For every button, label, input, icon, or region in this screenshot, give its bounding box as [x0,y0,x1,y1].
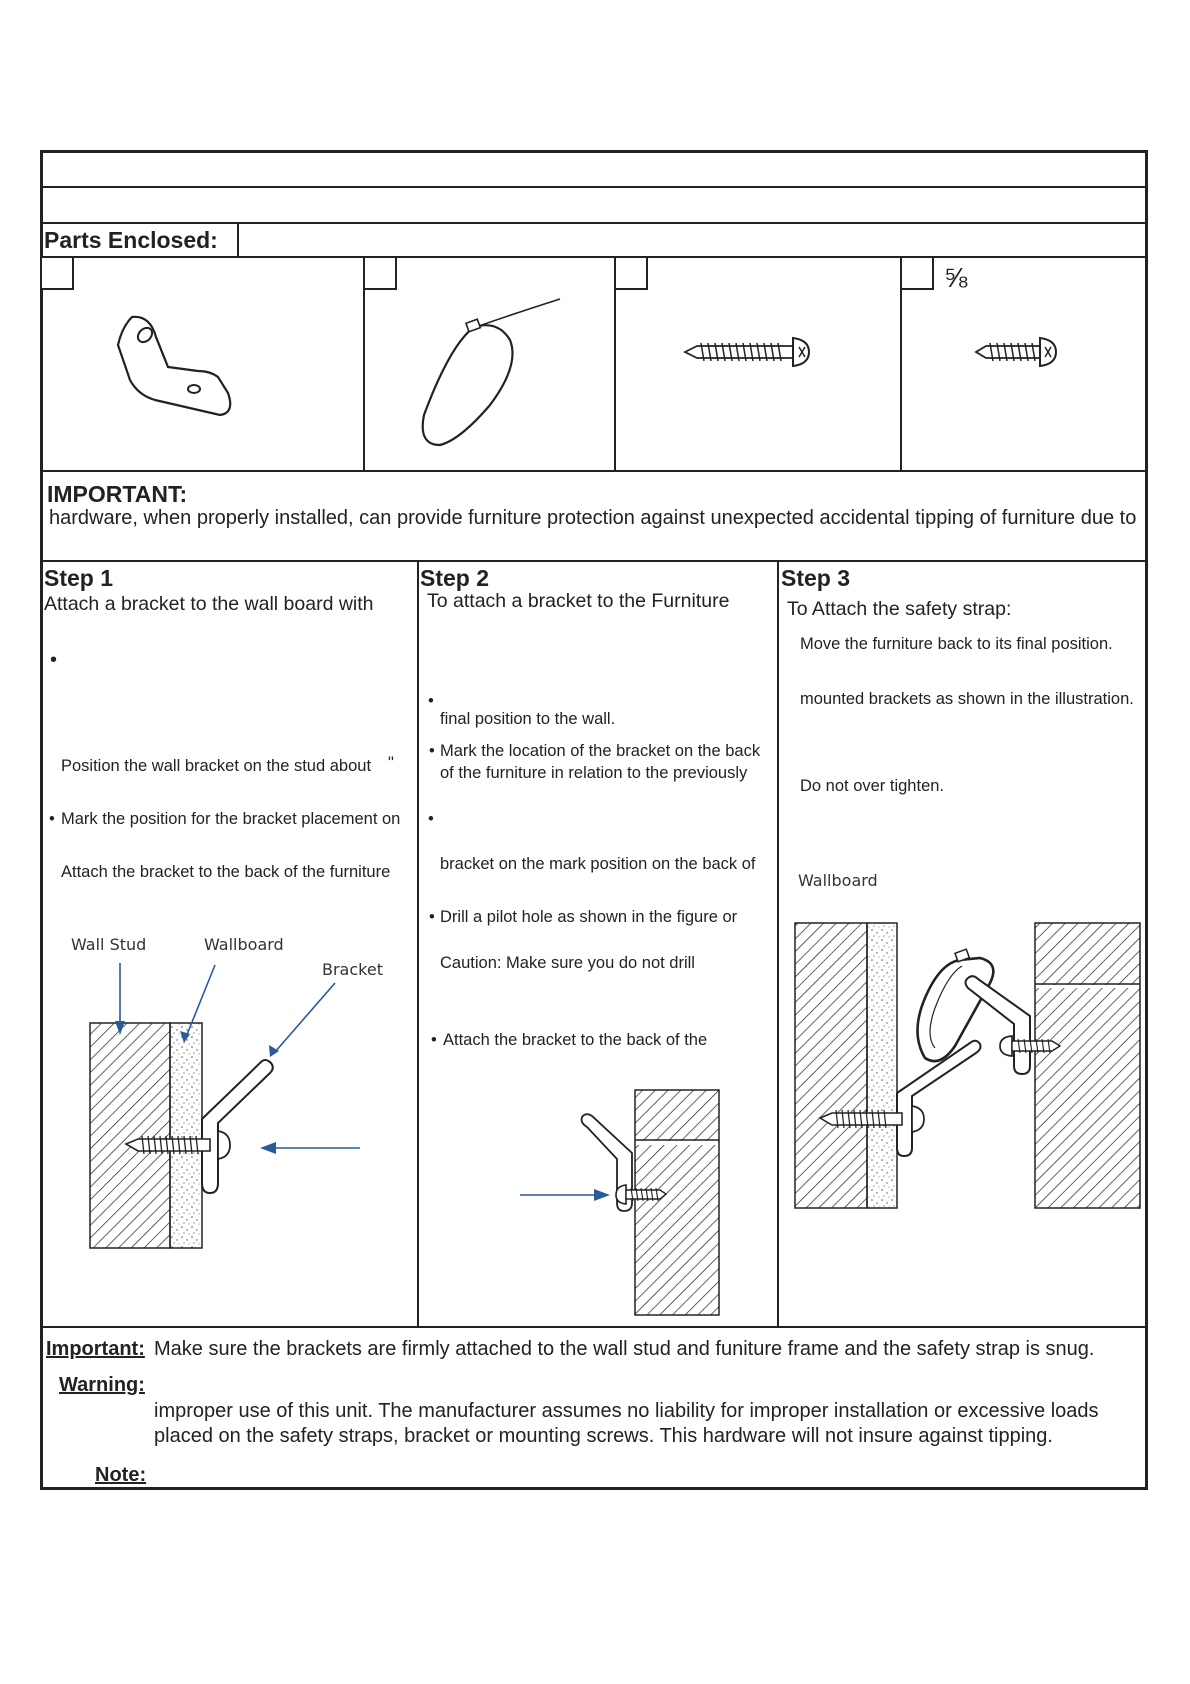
screw-size-fraction: ⅝ [944,262,968,293]
step2-mark-line1: Mark the location of the bracket on the back [440,742,761,760]
important-divider [40,470,1148,472]
steps-bottom-divider [40,1326,1148,1328]
step1-bullet: • [50,649,58,671]
part-b-checkbox[interactable] [363,256,397,290]
step3-title: Step 3 [781,565,851,591]
step3-tighten-line: Do not over tighten. [800,777,945,795]
step2-bracket-line: bracket on the mark position on the back of [440,855,756,873]
label-wallboard: Wallboard [204,935,284,954]
step2-attach-line: Attach the bracket to the back of the [443,1031,708,1049]
step2-intro: To attach a bracket to the Furniture [427,590,730,612]
footer-warning-label: Warning: [59,1374,145,1396]
l-bracket-icon [110,305,240,415]
header-row-divider [40,186,1148,188]
parts-row-divider [40,256,1148,258]
step2-final-position: final position to the wall. [440,710,616,728]
short-screw-icon [974,336,1060,368]
step1-title: Step 1 [44,565,114,591]
step2-bullet: • [428,692,434,710]
part-d-checkbox[interactable] [900,256,934,290]
header-row-divider [40,222,1148,224]
step2-furniture-diagram [520,1085,730,1320]
footer-warning-line2: placed on the safety straps, bracket or mounting screws. This hardware will not insure against tipping. [154,1425,1053,1447]
step1-intro: Attach a bracket to the wall board with [44,593,374,615]
label-wall-stud: Wall Stud [71,935,147,954]
step2-mark-line2: of the furniture in relation to the previously [440,764,748,782]
step2-drill-line: Drill a pilot hole as shown in the figure or [440,908,738,926]
step3-intro: To Attach the safety strap: [787,598,1012,620]
step2-bullet: • [429,742,435,760]
part-a-checkbox[interactable] [40,256,74,290]
step2-caution-line: Caution: Make sure you do not drill [440,954,695,972]
step-column-divider [417,560,419,1326]
step3-move-line: Move the furniture back to its final position. [800,635,1113,653]
step1-inch-mark: " [388,754,394,772]
steps-top-divider [40,560,1148,562]
step2-bullet: • [431,1031,437,1049]
step3-mounted-line: mounted brackets as shown in the illustration. [800,690,1134,708]
step2-bullet: • [429,908,435,926]
footer-note-label: Note: [95,1464,147,1486]
step1-attach-text: Attach the bracket to the back of the furniture [61,863,391,881]
step3-label-wallboard: Wallboard [798,871,878,890]
step1-bullet: • [49,810,55,828]
part-c-checkbox[interactable] [614,256,648,290]
safety-strap-icon [410,295,570,455]
parts-label-divider [237,222,239,256]
footer-important-label: Important: [46,1338,145,1360]
step2-bullet: • [428,810,434,828]
parts-enclosed-heading: Parts Enclosed: [44,227,218,253]
step2-title: Step 2 [420,565,490,591]
step1-position-text: Position the wall bracket on the stud about [61,757,372,775]
label-bracket: Bracket [322,960,383,979]
long-screw-icon [683,336,813,368]
step-column-divider [777,560,779,1326]
step1-mark-text: Mark the position for the bracket placement on [61,810,401,828]
step1-wall-diagram [80,955,390,1255]
footer-important-text: Make sure the brackets are firmly attached to the wall stud and funiture frame and the safety strap is snug. [154,1338,1095,1360]
important-heading: IMPORTANT: [47,481,188,507]
step3-strap-diagram [790,918,1145,1213]
important-body: hardware, when properly installed, can provide furniture protection against unexpected accidental tipping of furniture due to [49,507,1137,529]
footer-warning-line1: improper use of this unit. The manufacturer assumes no liability for improper installation or excessive loads [154,1400,1099,1422]
